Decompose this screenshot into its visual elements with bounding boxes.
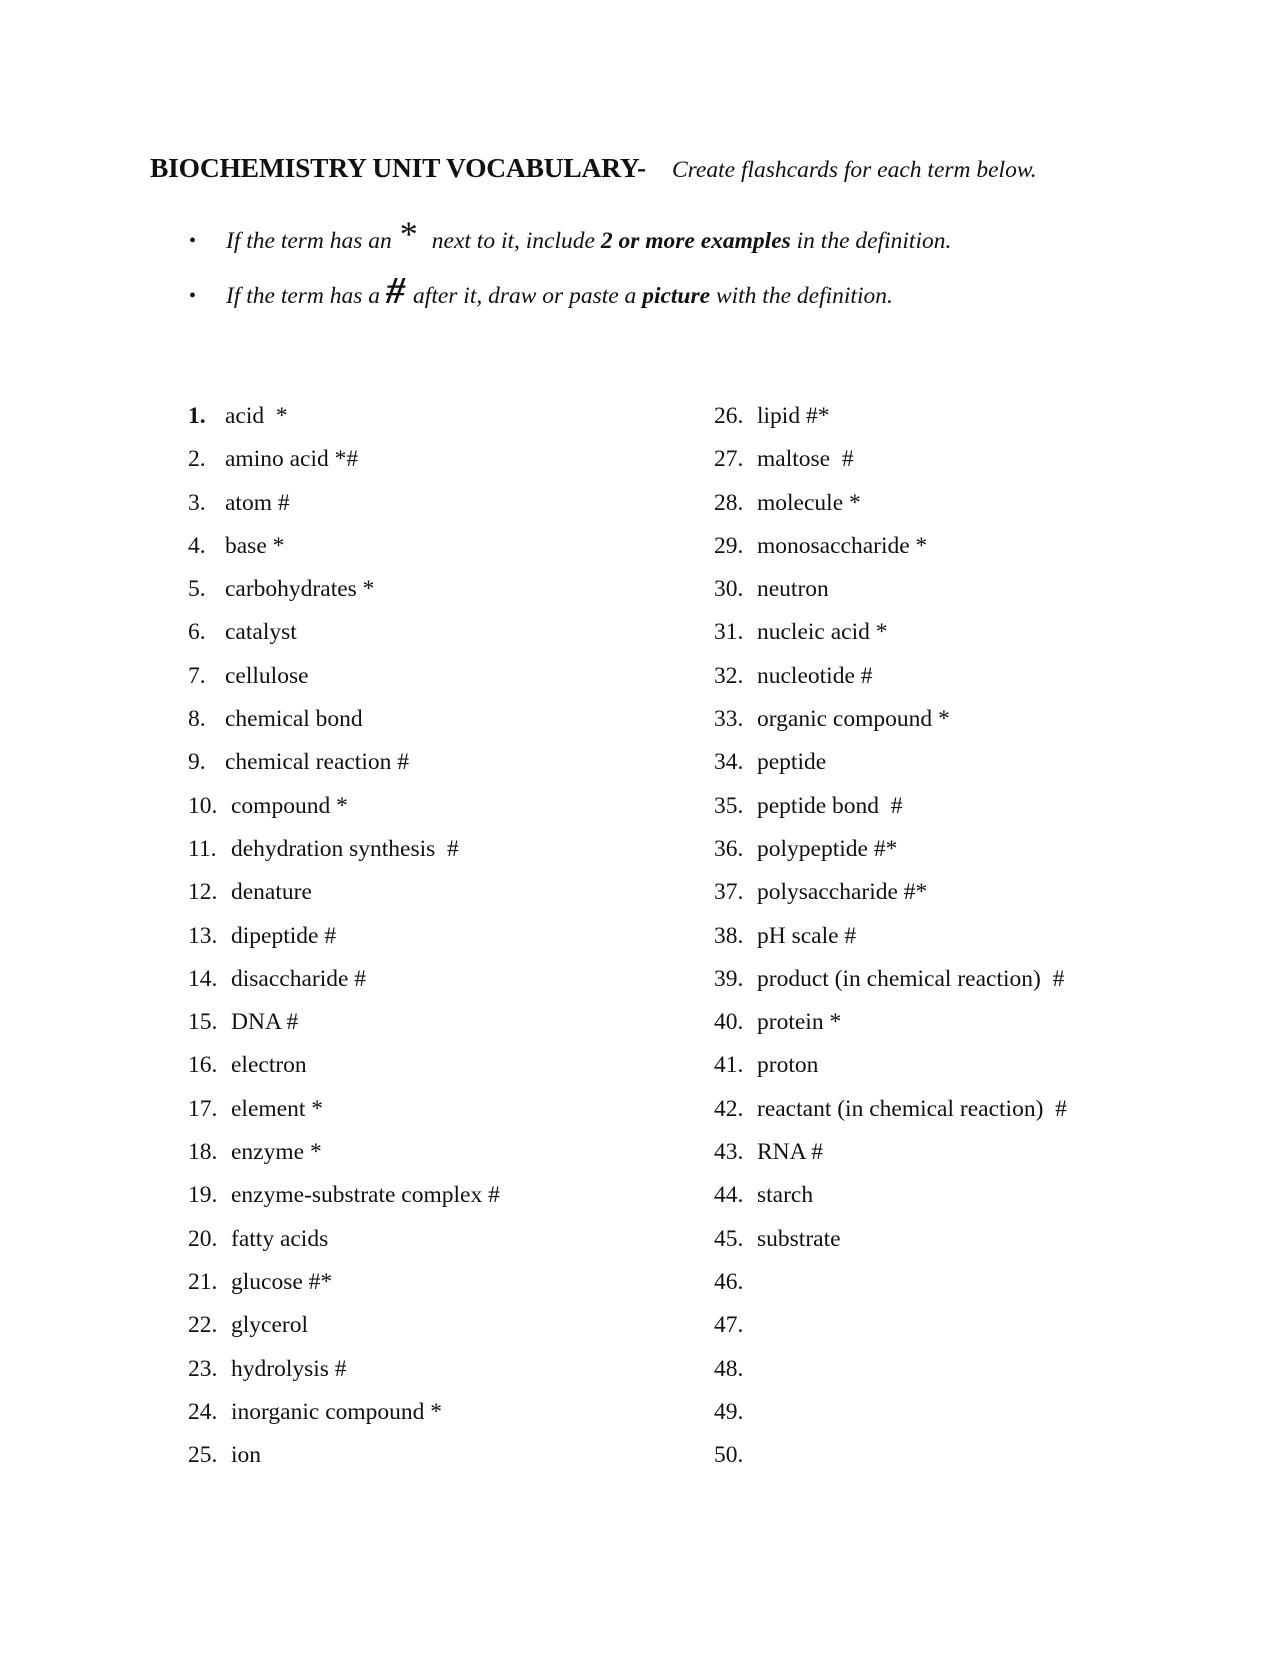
item-number: 16. [188, 1052, 218, 1079]
rule-text-after: in the definition. [796, 228, 952, 254]
instruction-picture [180, 269, 951, 324]
item-number: 49. [714, 1398, 744, 1425]
item-number: 10. [188, 792, 218, 819]
vocabulary-term: peptide bond # [757, 792, 903, 819]
item-number: 40. [714, 1009, 744, 1036]
item-number: 39. [714, 965, 744, 992]
vocabulary-term: disaccharide # [231, 965, 367, 992]
rule-text-middle: next to it, include [431, 228, 595, 254]
list-item [188, 1174, 500, 1217]
vocabulary-term: denature [231, 879, 312, 906]
list-item [188, 1001, 500, 1044]
item-number: 28. [714, 489, 744, 516]
item-number: 7. [188, 662, 206, 689]
rule-emphasis: 2 or more examples [600, 228, 791, 254]
vocabulary-term: substrate [757, 1225, 841, 1252]
item-number: 24. [188, 1398, 218, 1425]
item-number: 13. [188, 922, 218, 949]
rule-text-before: If the term has an [226, 228, 392, 254]
item-number: 30. [714, 576, 744, 603]
item-number: 8. [188, 706, 206, 733]
instruction-examples [180, 214, 951, 269]
list-item [714, 698, 1067, 741]
vocabulary-term: protein * [757, 1009, 842, 1036]
vocabulary-term: base * [225, 532, 285, 559]
list-item [714, 871, 1067, 914]
vocabulary-term: peptide [757, 749, 827, 776]
item-number: 17. [188, 1095, 218, 1122]
item-number: 50. [714, 1442, 744, 1469]
list-item [714, 611, 1067, 654]
rule-text-middle: after it, draw or paste a [413, 283, 637, 309]
item-number: 45. [714, 1225, 744, 1252]
list-item [188, 1261, 500, 1304]
vocabulary-term: maltose # [757, 446, 854, 473]
list-item [714, 1391, 1067, 1434]
list-item [714, 785, 1067, 828]
item-number: 4. [188, 532, 206, 559]
item-number: 43. [714, 1139, 744, 1166]
list-item [714, 1174, 1067, 1217]
list-item [188, 1434, 500, 1477]
list-item [714, 1001, 1067, 1044]
item-number: 27. [714, 446, 744, 473]
list-item [188, 611, 500, 654]
item-number: 34. [714, 749, 744, 776]
list-item [714, 1218, 1067, 1261]
item-number: 20. [188, 1225, 218, 1252]
list-item [188, 568, 500, 611]
list-item [188, 828, 500, 871]
vocabulary-term: atom # [225, 489, 290, 516]
vocabulary-term: chemical reaction # [225, 749, 409, 776]
list-item [714, 655, 1067, 698]
list-item [188, 698, 500, 741]
list-item [714, 741, 1067, 784]
list-item [714, 525, 1067, 568]
item-number: 38. [714, 922, 744, 949]
list-item [188, 871, 500, 914]
item-number: 22. [188, 1312, 218, 1339]
item-number: 15. [188, 1009, 218, 1036]
list-item [188, 438, 500, 481]
vocabulary-term: dehydration synthesis # [231, 835, 459, 862]
item-number: 26. [714, 403, 744, 429]
vocabulary-term: acid * [225, 403, 288, 429]
item-number: 14. [188, 965, 218, 992]
vocabulary-term: compound * [231, 792, 348, 819]
vocabulary-term: starch [757, 1182, 814, 1209]
item-number: 23. [188, 1355, 218, 1382]
item-number: 35. [714, 792, 744, 819]
item-number: 25. [188, 1442, 218, 1469]
vocabulary-term: enzyme * [231, 1139, 322, 1166]
list-item [188, 395, 500, 438]
item-number: 31. [714, 619, 744, 646]
vocabulary-term: hydrolysis # [231, 1355, 347, 1382]
item-number: 2. [188, 446, 206, 473]
item-number: 36. [714, 835, 744, 862]
vocabulary-term: ion [231, 1442, 262, 1469]
vocabulary-term: glucose #* [231, 1268, 333, 1295]
list-item [188, 958, 500, 1001]
vocabulary-term: dipeptide # [231, 922, 337, 949]
list-item [188, 1304, 500, 1347]
list-item [188, 741, 500, 784]
header [150, 148, 1037, 193]
bullet-icon: • [189, 230, 197, 252]
vocabulary-term: monosaccharide * [757, 532, 928, 559]
hash-icon: # [386, 270, 406, 312]
list-item [188, 1088, 500, 1131]
item-number: 12. [188, 879, 218, 906]
list-item [188, 1131, 500, 1174]
item-number: 19. [188, 1182, 218, 1209]
asterisk-icon: * [399, 214, 418, 254]
rule-emphasis: picture [642, 283, 711, 309]
vocabulary-term: fatty acids [231, 1225, 329, 1252]
list-item [188, 1348, 500, 1391]
list-item [714, 568, 1067, 611]
vocabulary-term: element * [231, 1095, 324, 1122]
list-item [714, 1304, 1067, 1347]
item-number: 32. [714, 662, 744, 689]
item-number: 37. [714, 879, 744, 906]
item-number: 41. [714, 1052, 744, 1079]
vocabulary-term: glycerol [231, 1312, 308, 1339]
instructions-list [180, 214, 951, 324]
list-item [188, 655, 500, 698]
vocabulary-term: nucleic acid * [757, 619, 888, 646]
vocabulary-term: pH scale # [757, 922, 857, 949]
item-number: 46. [714, 1268, 744, 1295]
vocabulary-term: cellulose [225, 662, 309, 689]
list-item [188, 482, 500, 525]
list-item [714, 1348, 1067, 1391]
item-number: 9. [188, 749, 206, 776]
vocabulary-term: enzyme-substrate complex # [231, 1182, 500, 1209]
item-number: 33. [714, 706, 744, 733]
vocabulary-term: proton [757, 1052, 819, 1079]
vocabulary-list-right [714, 395, 1067, 1477]
vocabulary-term: molecule * [757, 489, 861, 516]
list-item [714, 828, 1067, 871]
item-number: 42. [714, 1095, 744, 1122]
vocabulary-term: DNA # [231, 1009, 299, 1036]
list-item [714, 1434, 1067, 1477]
list-item [188, 785, 500, 828]
vocabulary-term: electron [231, 1052, 307, 1079]
vocabulary-term: inorganic compound * [231, 1398, 443, 1425]
list-item [714, 438, 1067, 481]
list-item [188, 525, 500, 568]
vocabulary-term: product (in chemical reaction) # [757, 965, 1065, 992]
item-number: 18. [188, 1139, 218, 1166]
list-item [714, 1044, 1067, 1087]
list-item [714, 1131, 1067, 1174]
vocabulary-term: RNA # [757, 1139, 823, 1166]
vocabulary-term: catalyst [225, 619, 297, 646]
item-number: 5. [188, 576, 206, 603]
list-item [714, 1261, 1067, 1304]
list-item [714, 482, 1067, 525]
vocabulary-term: amino acid *# [225, 446, 359, 473]
item-number: 1. [188, 403, 206, 429]
list-item [714, 395, 1067, 438]
rule-text-after: with the definition. [715, 283, 893, 309]
item-number: 11. [188, 835, 217, 862]
list-item [188, 1391, 500, 1434]
list-item [714, 915, 1067, 958]
vocabulary-term: carbohydrates * [225, 576, 375, 603]
page-title: BIOCHEMISTRY UNIT VOCABULARY- [150, 152, 646, 183]
list-item [188, 915, 500, 958]
vocabulary-term: chemical bond [225, 706, 363, 733]
vocabulary-term: nucleotide # [757, 662, 873, 689]
vocabulary-term: neutron [757, 576, 829, 603]
item-number: 44. [714, 1182, 744, 1209]
vocabulary-list-left [188, 395, 500, 1477]
item-number: 6. [188, 619, 206, 646]
item-number: 3. [188, 489, 206, 516]
item-number: 21. [188, 1268, 218, 1295]
vocabulary-term: reactant (in chemical reaction) # [757, 1095, 1067, 1122]
vocabulary-term: lipid #* [757, 403, 830, 429]
list-item [188, 1044, 500, 1087]
bullet-icon: • [189, 285, 197, 307]
item-number: 29. [714, 532, 744, 559]
list-item [188, 1218, 500, 1261]
vocabulary-term: polypeptide #* [757, 835, 898, 862]
page-subtitle: Create flashcards for each term below. [671, 157, 1037, 183]
item-number: 47. [714, 1312, 744, 1339]
rule-text-before: If the term has a [226, 283, 381, 309]
vocabulary-term: polysaccharide #* [757, 879, 928, 906]
item-number: 48. [714, 1355, 744, 1382]
list-item [714, 1088, 1067, 1131]
vocabulary-term: organic compound * [757, 706, 950, 733]
list-item [714, 958, 1067, 1001]
